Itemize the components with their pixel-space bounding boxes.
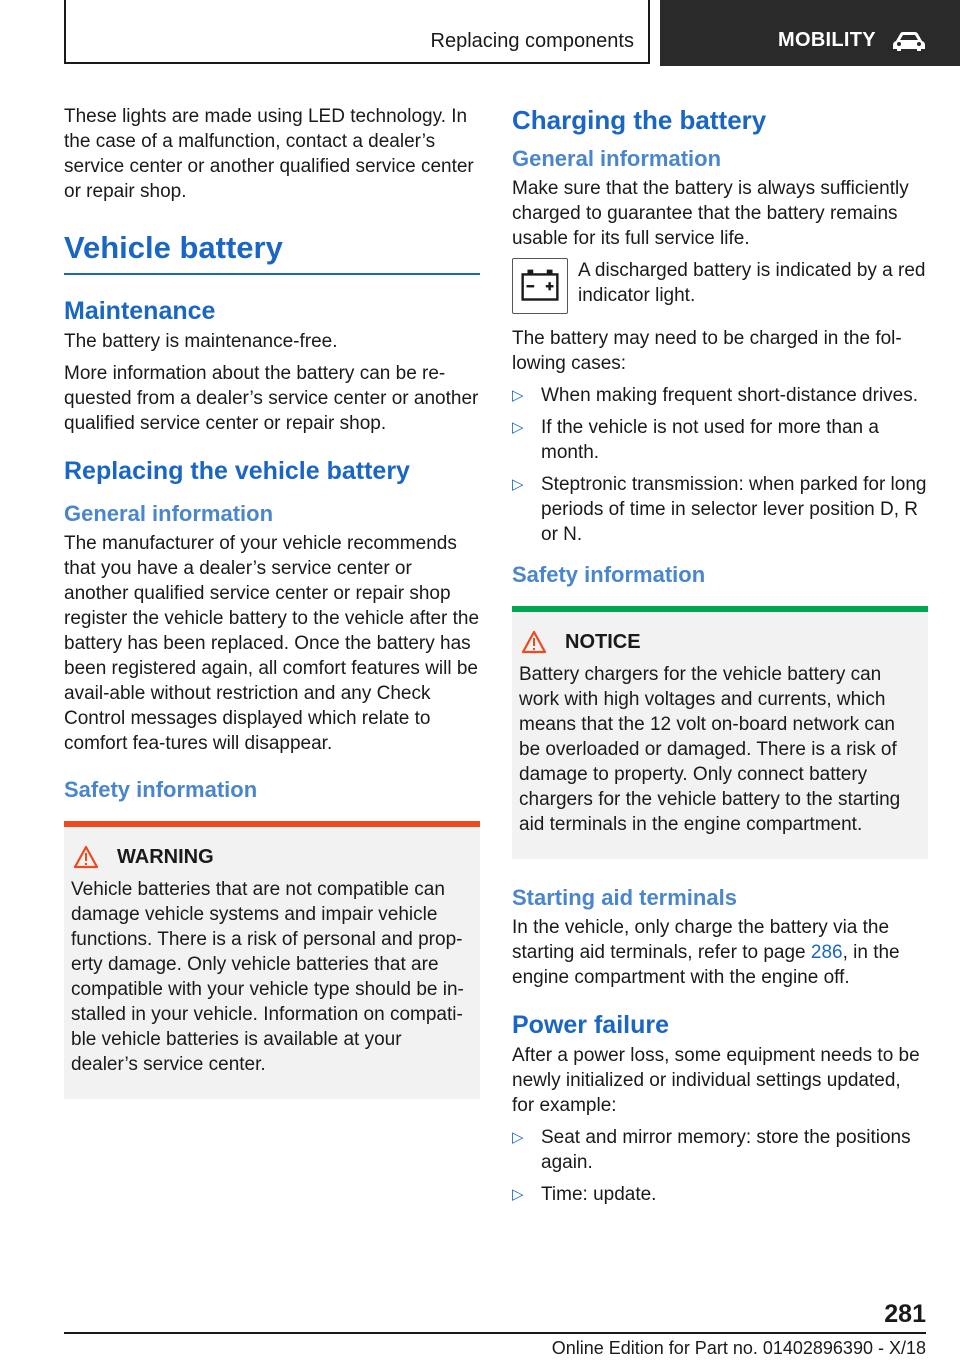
triangle-bullet-icon: ▷ xyxy=(512,387,524,404)
power-failure-paragraph: After a power loss, some equipment needs to be newly initialized or individual settings updated, for example: xyxy=(512,1045,920,1116)
battery-indicator-text: A discharged battery is indicated by a red indicator light. xyxy=(578,260,926,306)
list-item: ▷ Time: update. xyxy=(512,1184,657,1205)
battery-indicator-row xyxy=(512,258,928,314)
cases-intro: The battery may need to be charged in the fol-lowing cases: xyxy=(512,328,902,374)
charging-safety-heading: Safety information xyxy=(512,562,706,587)
power-items-list xyxy=(512,1125,928,1207)
notice-triangle-icon xyxy=(521,630,547,654)
maintenance-heading: Maintenance xyxy=(64,297,216,325)
triangle-bullet-icon: ▷ xyxy=(512,476,524,493)
triangle-bullet-icon: ▷ xyxy=(512,1129,524,1146)
general-information-heading: General information xyxy=(64,501,274,526)
intro-paragraph: These lights are made using LED technology. In the case of a malfunction, contact a dealer’s service center or another qualified service center or repair shop. xyxy=(64,106,474,202)
maintenance-paragraph-2: More information about the battery can be re-quested from a dealer’s service center or another qualified service center or repair shop. xyxy=(64,363,479,434)
power-failure-heading: Power failure xyxy=(512,1011,669,1039)
warning-box xyxy=(64,821,480,1099)
battery-icon xyxy=(512,258,568,314)
page-number: 281 xyxy=(884,1300,926,1328)
starting-aid-paragraph: In the vehicle, only charge the battery via the starting aid terminals, refer to page 286, in the engine compartment with the engine off. xyxy=(512,917,900,988)
general-information-paragraph: The manufacturer of your vehicle recommends that you have a dealer’s service center or another qualified service center or repair shop register the vehicle battery to the vehicle after the battery has been replaced. Once the battery has been registered again, all comfort features will be avail-able without restriction and any Check Control messages displayed which relate to comfort fea-tures will disappear. xyxy=(64,533,480,754)
triangle-bullet-icon: ▷ xyxy=(512,1186,524,1203)
footer-rule xyxy=(64,1332,926,1334)
notice-box xyxy=(512,606,928,859)
warning-text: Vehicle batteries that are not compatible can damage vehicle systems and impair vehicle functions. There is a risk of personal and prop-erty damage. Only vehicle batteries that are compatible with your vehicle type should be in-stalled in your vehicle. Information on compati-ble vehicle batteries is available at your dealer’s service center. xyxy=(71,879,464,1075)
page-reference-link[interactable]: 286 xyxy=(810,942,843,963)
cases-list xyxy=(512,383,928,547)
vehicle-battery-heading: Vehicle battery xyxy=(64,229,480,275)
list-item: ▷ Seat and mirror memory: store the positions again. xyxy=(512,1127,911,1173)
maintenance-paragraph-1: The battery is maintenance-free. xyxy=(64,331,338,352)
right-column xyxy=(512,104,928,1214)
starting-aid-heading: Starting aid terminals xyxy=(512,885,737,910)
list-item: ▷ Steptronic transmission: when parked for long periods of time in selector lever position D, R or N. xyxy=(512,474,927,545)
section-title: Replacing components xyxy=(430,30,634,52)
header-chapter-tab xyxy=(660,0,960,66)
triangle-bullet-icon: ▷ xyxy=(512,419,524,436)
charging-battery-heading: Charging the battery xyxy=(512,105,767,135)
list-item: ▷ If the vehicle is not used for more than a month. xyxy=(512,417,879,463)
charging-general-paragraph: Make sure that the battery is always sufficiently charged to guarantee that the battery remains usable for its full service life. xyxy=(512,178,909,249)
chapter-title: MOBILITY xyxy=(778,29,876,51)
safety-information-heading: Safety information xyxy=(64,777,258,802)
warning-triangle-icon xyxy=(73,845,99,869)
notice-label: NOTICE xyxy=(565,630,641,653)
warning-label: WARNING xyxy=(117,845,214,868)
left-column xyxy=(64,104,480,1099)
edition-text: Online Edition for Part no. 01402896390 - X/18 xyxy=(551,1338,926,1358)
notice-text: Battery chargers for the vehicle battery can work with high voltages and currents, which means that the 12 volt on-board network can be overloaded or damaged. There is a risk of damage to property. Only connect battery chargers for the vehicle battery to the starting aid terminals in the engine compartment. xyxy=(519,664,901,835)
charging-general-information-heading: General information xyxy=(512,146,722,171)
car-icon xyxy=(892,30,926,52)
list-item: ▷ When making frequent short-distance drives. xyxy=(512,385,919,406)
replacing-battery-heading: Replacing the vehicle battery xyxy=(64,457,410,485)
header-section-tab xyxy=(64,0,650,64)
